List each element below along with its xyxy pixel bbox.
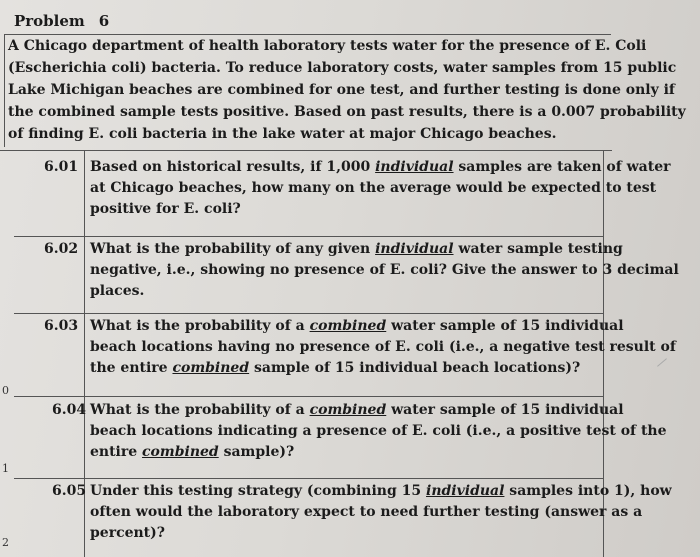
question-number: 6.05: [52, 483, 87, 499]
intro-line: Lake Michigan beaches are combined for one test, and further testing is done only if: [8, 82, 675, 98]
problem-title: [14, 12, 109, 30]
question-line: negative, i.e., showing no presence of E. coli? Give the answer to 3 decimal: [90, 262, 679, 278]
problem-number: 6: [98, 12, 110, 30]
question-line: entire combined sample)?: [90, 444, 295, 460]
question-number: 6.01: [44, 159, 79, 175]
question-line: often would the laboratory expect to need further testing (answer as a: [90, 504, 643, 520]
table-rule: [14, 236, 604, 237]
question-line: What is the probability of a combined water sample of 15 individual: [90, 402, 624, 418]
intro-line: (Escherichia coli) bacteria. To reduce laboratory costs, water samples from 15 public: [8, 60, 677, 76]
problem-label: Problem: [14, 12, 85, 30]
question-number: 6.04: [52, 402, 87, 418]
table-rule: [14, 396, 604, 397]
question-number: 6.02: [44, 241, 79, 257]
intro-line: the combined sample tests positive. Based on past results, there is a 0.007 probability: [8, 104, 686, 120]
question-line: Under this testing strategy (combining 15 individual samples into 1), how: [90, 483, 672, 499]
question-line: the entire combined sample of 15 individual beach locations)?: [90, 360, 581, 376]
question-line: beach locations indicating a presence of E. coli (i.e., a positive test of the: [90, 423, 667, 439]
question-number: 6.03: [44, 318, 79, 334]
question-line: beach locations having no presence of E. coli (i.e., a negative test result of: [90, 339, 676, 355]
table-rule: [14, 313, 604, 314]
table-rule: [14, 478, 604, 479]
question-line: percent)?: [90, 525, 165, 541]
question-line: Based on historical results, if 1,000 individual samples are taken of water: [90, 159, 671, 175]
margin-number: 0: [2, 384, 9, 397]
intro-line: of finding E. coli bacteria in the lake water at major Chicago beaches.: [8, 126, 557, 142]
question-line: positive for E. coli?: [90, 201, 241, 217]
question-line: at Chicago beaches, how many on the average would be expected to test: [90, 180, 657, 196]
question-line: What is the probability of any given individual water sample testing: [90, 241, 623, 257]
question-line: What is the probability of a combined water sample of 15 individual: [90, 318, 624, 334]
margin-number: 2: [2, 536, 9, 549]
pencil-mark: [657, 358, 667, 366]
question-line: places.: [90, 283, 145, 299]
intro-line: A Chicago department of health laboratory tests water for the presence of E. Coli: [8, 38, 647, 54]
table-rule: [0, 150, 612, 151]
margin-number: 1: [2, 462, 9, 475]
